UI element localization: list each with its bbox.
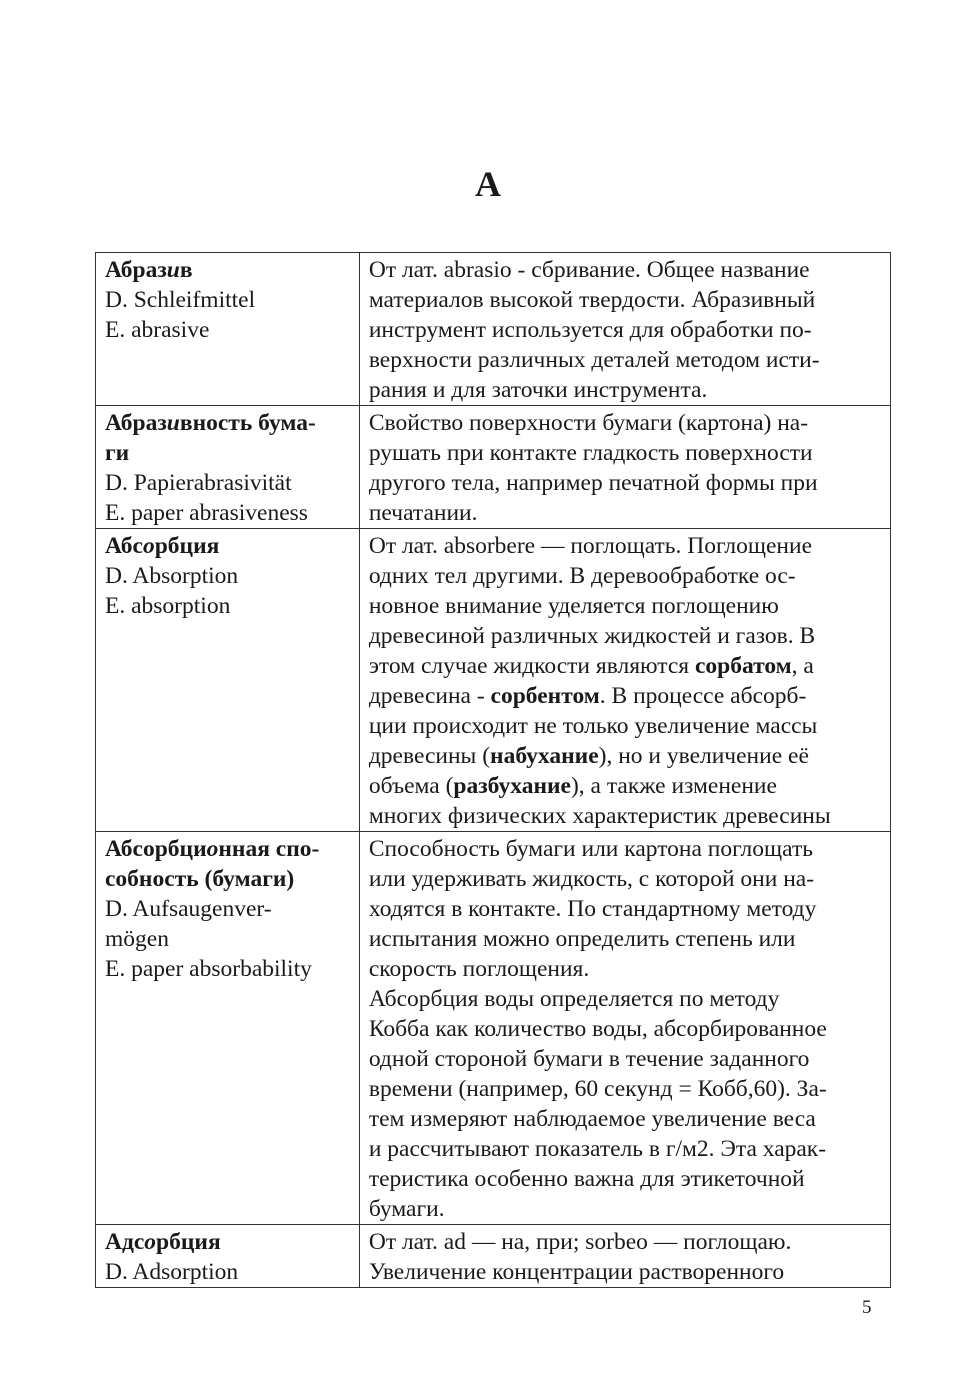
term-german: D. Adsorption: [105, 1259, 239, 1285]
definition-line: времени (например, 60 секунд = Кобб,60). За-: [368, 1076, 827, 1102]
definition-line: рушать при контакте гладкость поверхности: [368, 440, 813, 466]
term-title: Абсорбционная спо-: [105, 836, 320, 862]
term-german: D. Papierabrasivität: [105, 470, 292, 496]
term-english: E. absorption: [105, 593, 231, 619]
term-title-continued: собность (бумаги): [105, 866, 295, 892]
term-title: Абразив: [105, 257, 193, 283]
term-cell: [96, 406, 360, 529]
definition-line: объема (разбухание), а также изменение: [368, 773, 777, 799]
definition-line: теристика особенно важна для этикеточной: [368, 1166, 805, 1192]
glossary-row: [96, 529, 891, 832]
definition-cell: [359, 529, 890, 832]
definition-line: материалов высокой твердости. Абразивный: [368, 287, 816, 313]
term-title-continued: ги: [105, 440, 130, 466]
definition-line: испытания можно определить степень или: [368, 926, 796, 952]
definition-line: ходятся в контакте. По стандартному методу: [368, 896, 817, 922]
definition-line: скорость поглощения.: [368, 956, 590, 982]
term-cell: [96, 529, 360, 832]
glossary-row: [96, 832, 891, 1225]
definition-line: древесиной различных жидкостей и газов. В: [368, 623, 816, 649]
glossary-table: [95, 252, 891, 1288]
definition-line: верхности различных деталей методом исти-: [368, 347, 820, 373]
definition-line: Абсорбция воды определяется по методу: [368, 986, 780, 1012]
definition-line: новное внимание уделяется поглощению: [368, 593, 779, 619]
definition-line: одной стороной бумаги в течение заданного: [368, 1046, 810, 1072]
definition-line: другого тела, например печатной формы при: [368, 470, 818, 496]
term-german: D. Aufsaugenver-: [105, 896, 272, 922]
definition-line: рания и для заточки инструмента.: [368, 377, 708, 403]
definition-line: От лат. ad — на, при; sorbeo — поглощаю.: [368, 1229, 792, 1255]
definition-line: ции происходит не только увеличение массы: [368, 713, 818, 739]
definition-cell: [359, 253, 890, 406]
definition-line: многих физических характеристик древесины: [368, 803, 831, 829]
section-letter-heading: А: [475, 164, 501, 204]
definition-cell: [359, 832, 890, 1225]
term-english: E. paper abrasiveness: [105, 500, 308, 526]
term-reference-sorbate: сорбатом: [694, 653, 792, 679]
definition-line: тем измеряют наблюдаемое увеличение веса: [368, 1106, 816, 1132]
definition-line: или удерживать жидкость, с которой они на-: [368, 866, 815, 892]
definition-line: печатании.: [368, 500, 478, 526]
definition-line: Кобба как количество воды, абсорбированное: [368, 1016, 827, 1042]
term-german: D. Absorption: [105, 563, 239, 589]
term-title: Абразивность бума-: [105, 410, 316, 436]
term-reference-volume-swelling: разбухание: [453, 773, 571, 799]
term-title: Абсорбция: [105, 533, 220, 559]
definition-cell: [359, 406, 890, 529]
term-cell: [96, 253, 360, 406]
glossary-row: [96, 406, 891, 529]
term-title: Адсорбция: [105, 1229, 221, 1255]
definition-line: одних тел другими. В деревообработке ос-: [368, 563, 796, 589]
definition-line: инструмент используется для обработки по-: [368, 317, 812, 343]
definition-line: Способность бумаги или картона поглощать: [368, 836, 813, 862]
page-number: 5: [862, 1297, 872, 1318]
term-english: E. paper absorbability: [105, 956, 312, 982]
definition-line: бумаги.: [368, 1196, 445, 1222]
term-german-continued: mögen: [105, 926, 169, 952]
term-reference-sorbent: сорбентом: [490, 683, 600, 709]
definition-line: Увеличение концентрации растворенного: [368, 1259, 785, 1285]
definition-cell: [359, 1225, 890, 1288]
term-german: D. Schleifmittel: [105, 287, 256, 313]
glossary-row: [96, 1225, 891, 1288]
definition-line: древесины (набухание), но и увеличение её: [368, 743, 809, 769]
definition-line: и рассчитывают показатель в г/м2. Эта харак-: [368, 1136, 827, 1162]
definition-line: Свойство поверхности бумаги (картона) на-: [368, 410, 809, 436]
glossary-row: [96, 253, 891, 406]
definition-line: От лат. abrasio - сбривание. Общее название: [368, 257, 810, 283]
term-cell: [96, 832, 360, 1225]
term-cell: [96, 1225, 360, 1288]
term-english: E. abrasive: [105, 317, 210, 343]
definition-line: От лат. absorbere — поглощать. Поглощение: [368, 533, 813, 559]
term-reference-swelling: набухание: [490, 743, 599, 769]
definition-line: древесина - сорбентом. В процессе абсорб-: [368, 683, 807, 709]
definition-line: этом случае жидкости являются сорбатом, а: [368, 653, 814, 679]
